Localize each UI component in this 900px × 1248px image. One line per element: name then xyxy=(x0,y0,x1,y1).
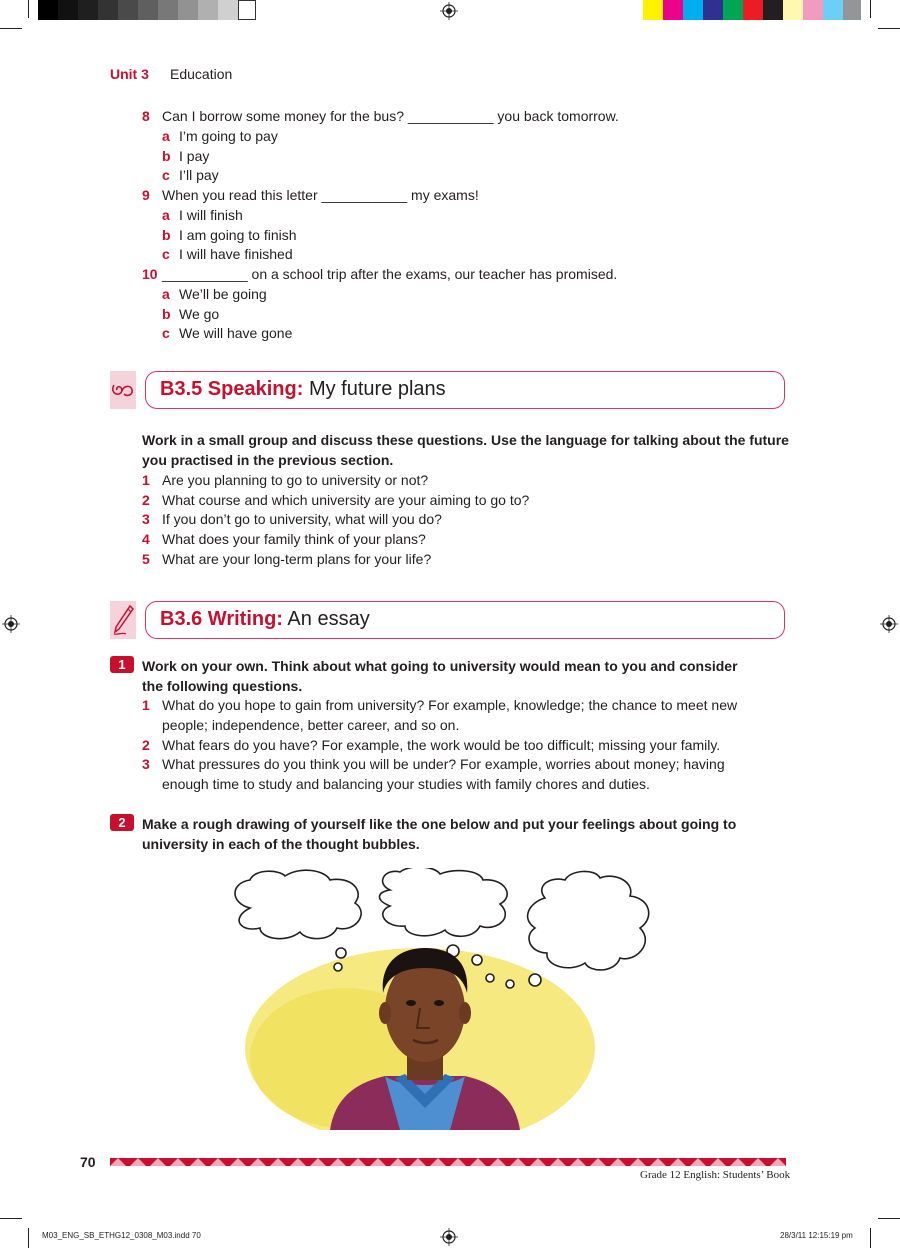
list-item-number: 3 xyxy=(142,511,150,527)
registration-mark-icon xyxy=(880,615,898,633)
slug-timestamp: 28/3/11 12:15:19 pm xyxy=(780,1231,853,1240)
writing-icon-tab xyxy=(110,601,136,639)
unit-label: Unit 3 xyxy=(110,66,149,82)
option-text: I am going to finish xyxy=(179,227,297,243)
option-letter: a xyxy=(162,128,170,144)
list-item-number: 1 xyxy=(142,697,150,713)
task-2-badge: 2 xyxy=(110,814,134,831)
section-code: B3.5 Speaking: xyxy=(160,378,304,400)
option-letter: b xyxy=(162,148,171,164)
registration-mark-icon xyxy=(2,615,20,633)
option-letter: a xyxy=(162,207,170,223)
pen-icon xyxy=(110,601,136,639)
task-2-instruction: Make a rough drawing of yourself like the one below and put your feelings about going to xyxy=(142,816,737,832)
slug-filename: M03_ENG_SB_ETHG12_0308_M03.indd 70 xyxy=(42,1231,201,1240)
list-item-number: 3 xyxy=(142,756,150,772)
question-stem: Can I borrow some money for the bus? ___________ you back tomorrow. xyxy=(162,108,619,124)
option-text: We’ll be going xyxy=(179,286,267,302)
option-text: We go xyxy=(179,306,220,322)
option-text: We will have gone xyxy=(179,325,293,341)
task-1-instruction: Work on your own. Think about what going to university would mean to you and consider xyxy=(142,658,738,674)
question-stem: When you read this letter ___________ my exams! xyxy=(162,187,479,203)
list-item-text: enough time to study and balancing your studies with family chores and duties. xyxy=(162,776,650,792)
footer-decorative-band xyxy=(110,1158,786,1166)
option-text: I will have finished xyxy=(179,246,293,262)
list-item-text: What course and which university are your aiming to go to? xyxy=(162,492,530,508)
registration-mark-icon xyxy=(440,2,458,20)
list-item-text: What are your long-term plans for your life? xyxy=(162,551,432,567)
option-letter: a xyxy=(162,286,170,302)
list-item-text: What fears do you have? For example, the work would be too difficult; missing your family. xyxy=(162,737,721,753)
section-title: My future plans xyxy=(308,378,446,400)
registration-mark-icon xyxy=(440,1228,458,1246)
option-text: I’m going to pay xyxy=(179,128,278,144)
unit-title: Education xyxy=(170,66,233,82)
list-item-text: people; independence, better career, and so on. xyxy=(162,717,460,733)
list-item-number: 5 xyxy=(142,551,150,567)
student-thought-bubbles-illustration xyxy=(225,868,665,1130)
speaking-section-header xyxy=(145,371,785,409)
list-item-text: What pressures do you think you will be under? For example, worries about money; having xyxy=(162,756,725,772)
list-item-text: What do you hope to gain from university? For example, knowledge; the chance to meet new xyxy=(162,697,738,713)
section-code: B3.6 Writing: xyxy=(160,608,283,630)
page-number: 70 xyxy=(80,1154,96,1170)
list-item-number: 4 xyxy=(142,531,150,547)
option-text: I will finish xyxy=(179,207,243,223)
section-title: An essay xyxy=(287,608,370,630)
task-2-instruction: university in each of the thought bubbles. xyxy=(142,836,420,852)
option-letter: c xyxy=(162,246,170,262)
list-item-number: 1 xyxy=(142,472,150,488)
speaking-instruction: you practised in the previous section. xyxy=(142,452,394,468)
list-item-number: 2 xyxy=(142,737,150,753)
question-number: 9 xyxy=(142,187,150,203)
list-item-text: If you don’t go to university, what will you do? xyxy=(162,511,442,527)
list-item-text: What does your family think of your plans? xyxy=(162,531,426,547)
option-letter: c xyxy=(162,325,170,341)
speech-bubbles-icon xyxy=(110,371,136,409)
option-text: I’ll pay xyxy=(179,167,219,183)
task-1-instruction: the following questions. xyxy=(142,678,303,694)
question-stem: ___________ on a school trip after the exams, our teacher has promised. xyxy=(162,266,618,282)
list-item-number: 2 xyxy=(142,492,150,508)
option-text: I pay xyxy=(179,148,210,164)
task-1-badge: 1 xyxy=(110,656,134,673)
option-letter: b xyxy=(162,306,171,322)
speaking-icon-tab xyxy=(110,371,136,409)
option-letter: b xyxy=(162,227,171,243)
option-letter: c xyxy=(162,167,170,183)
list-item-text: Are you planning to go to university or not? xyxy=(162,472,429,488)
book-title: Grade 12 English: Students’ Book xyxy=(640,1169,791,1181)
writing-section-header xyxy=(145,601,785,639)
question-number: 8 xyxy=(142,108,150,124)
speaking-instruction: Work in a small group and discuss these questions. Use the language for talking about the future xyxy=(142,432,789,448)
question-number: 10 xyxy=(142,266,158,282)
